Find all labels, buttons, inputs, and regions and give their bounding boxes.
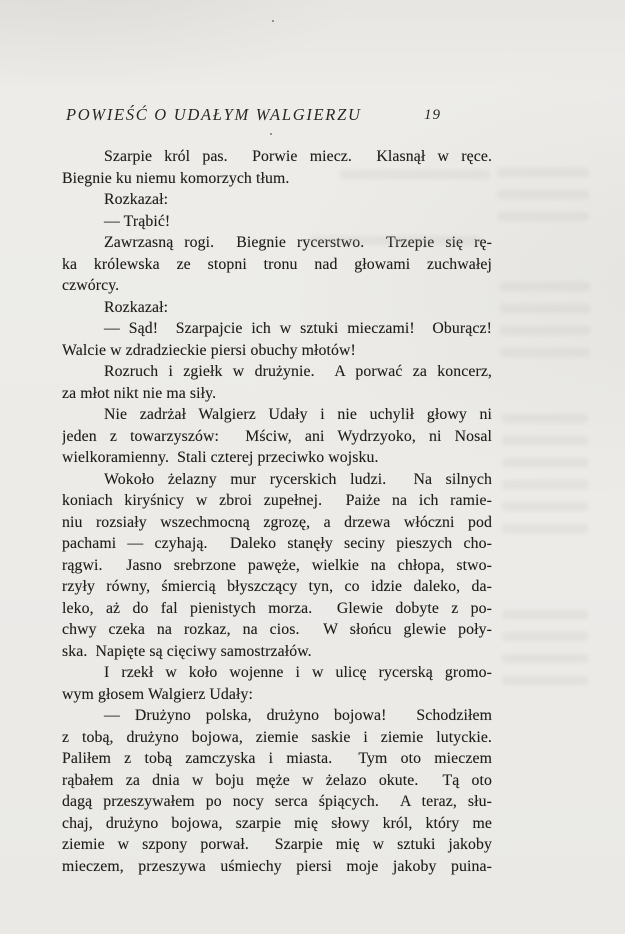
text-line: ska. Napięte są cięciwy samostrzałów. bbox=[62, 642, 312, 660]
bleedthrough-mark bbox=[502, 610, 588, 619]
bleedthrough-mark bbox=[500, 304, 590, 313]
text-line: chaj, drużyno bojowa, szarpie mię słowy król, który me bbox=[62, 814, 492, 832]
text-line: dagą przeszywałem po nocy serca śpiących. A teraz, słu- bbox=[62, 793, 492, 810]
text-line: rągwi. Jasno srebrzone pawęże, wielkie na chłopa, stwo- bbox=[62, 556, 492, 574]
running-header bbox=[66, 105, 559, 127]
text-line: rzyły równy, śmiercią błyszczący tyn, co idzie daleko, da- bbox=[62, 578, 492, 595]
text-line: Biegnie ku niemu komorzych tłum. bbox=[62, 169, 290, 187]
bleedthrough-mark bbox=[502, 480, 588, 489]
ink-speck bbox=[272, 20, 274, 22]
text-line: — Sąd! Szarpajcie ich w sztuki mieczami! Oburącz! bbox=[104, 320, 492, 337]
bleedthrough-mark bbox=[502, 414, 588, 423]
text-line: chwy czeka na rozkaz, na cios. W słońcu glewie poły- bbox=[62, 621, 492, 638]
bleedthrough-mark bbox=[502, 502, 588, 511]
bleedthrough-mark bbox=[502, 524, 588, 533]
text-line: za młot nikt nie ma siły. bbox=[62, 384, 217, 402]
text-line: Szarpie król pas. Porwie miecz. Klasnął w ręce. bbox=[104, 148, 492, 165]
text-line: wielkoramienny. Stali czterej przeciwko wojsku. bbox=[62, 449, 379, 466]
bleedthrough-mark bbox=[502, 676, 588, 685]
text-line: wym głosem Walgierz Udały: bbox=[62, 685, 253, 703]
text-line: mieczem, przeszywa uśmiechy piersi moje jakoby puina- bbox=[62, 857, 492, 875]
text-line: — Drużyno polska, drużyno bojowa! Schodziłem bbox=[104, 707, 492, 724]
text-line: Wokoło żelazny mur rycerskich ludzi. Na silnych bbox=[104, 470, 492, 488]
ink-speck bbox=[270, 133, 272, 135]
text-line: Paliłem z tobą zamczyska i miasta. Tym oto mieczem bbox=[62, 750, 492, 767]
bleedthrough-mark bbox=[500, 348, 590, 357]
text-line: Rozkazał: bbox=[104, 298, 169, 316]
text-line: Rozkazał: bbox=[104, 191, 169, 208]
text-line: ziemie w szpony porwał. Szarpie mię w sztuki jakoby bbox=[62, 836, 492, 853]
text-line: koniach kiryśnicy w zbroi zupełnej. Paiże na ich ramie- bbox=[62, 492, 492, 509]
bleedthrough-mark bbox=[500, 282, 590, 291]
text-line: niu rozsiały wszechmocną zgrozę, a drzewa włóczni pod bbox=[62, 513, 492, 531]
bleedthrough-mark bbox=[502, 632, 588, 641]
bleedthrough-mark bbox=[497, 212, 589, 221]
text-line: z tobą, drużyno bojowa, ziemie saskie i ziemie lutyckie. bbox=[62, 728, 492, 746]
text-line: jeden z towarzyszów: Mściw, ani Wydrzyoko, ni Nosal bbox=[62, 427, 492, 445]
page-number: 19 bbox=[424, 107, 441, 123]
text-line: leko, aż do fal pienistych morza. Glewie dobyte z po- bbox=[62, 599, 492, 617]
bleedthrough-mark bbox=[497, 168, 589, 177]
bleedthrough-mark bbox=[497, 190, 589, 199]
text-line: Zawrzasną rogi. Biegnie rycerstwo. Trzepie się rę- bbox=[104, 234, 492, 251]
text-line: Nie zadrżał Walgierz Udały i nie uchylił głowy ni bbox=[104, 406, 492, 423]
bleedthrough-mark bbox=[502, 436, 588, 445]
text-line: czwórcy. bbox=[62, 277, 120, 294]
text-line: — Trąbić! bbox=[104, 212, 171, 230]
text-line: Rozruch i zgiełk w drużynie. A porwać za koncerz, bbox=[104, 363, 492, 380]
text-line: rąbałem za dnia w boju męże w żelazo okute. Tą oto bbox=[62, 771, 492, 789]
text-line: I rzekł w koło wojenne i w ulicę rycerską gromo- bbox=[104, 664, 492, 681]
bleedthrough-mark bbox=[502, 654, 588, 663]
running-header-title: POWIEŚĆ O UDAŁYM WALGIERZU bbox=[66, 105, 362, 124]
bleedthrough-mark bbox=[500, 326, 590, 335]
text-line: Walcie w zdradzieckie piersi obuchy młotów! bbox=[62, 341, 356, 359]
text-line: ka królewska ze stopni tronu nad głowami zuchwałej bbox=[62, 255, 492, 273]
bleedthrough-mark bbox=[502, 458, 588, 467]
page-text bbox=[62, 146, 492, 877]
text-line: pachami — czyhają. Daleko stanęły seciny pieszych cho- bbox=[62, 535, 492, 552]
